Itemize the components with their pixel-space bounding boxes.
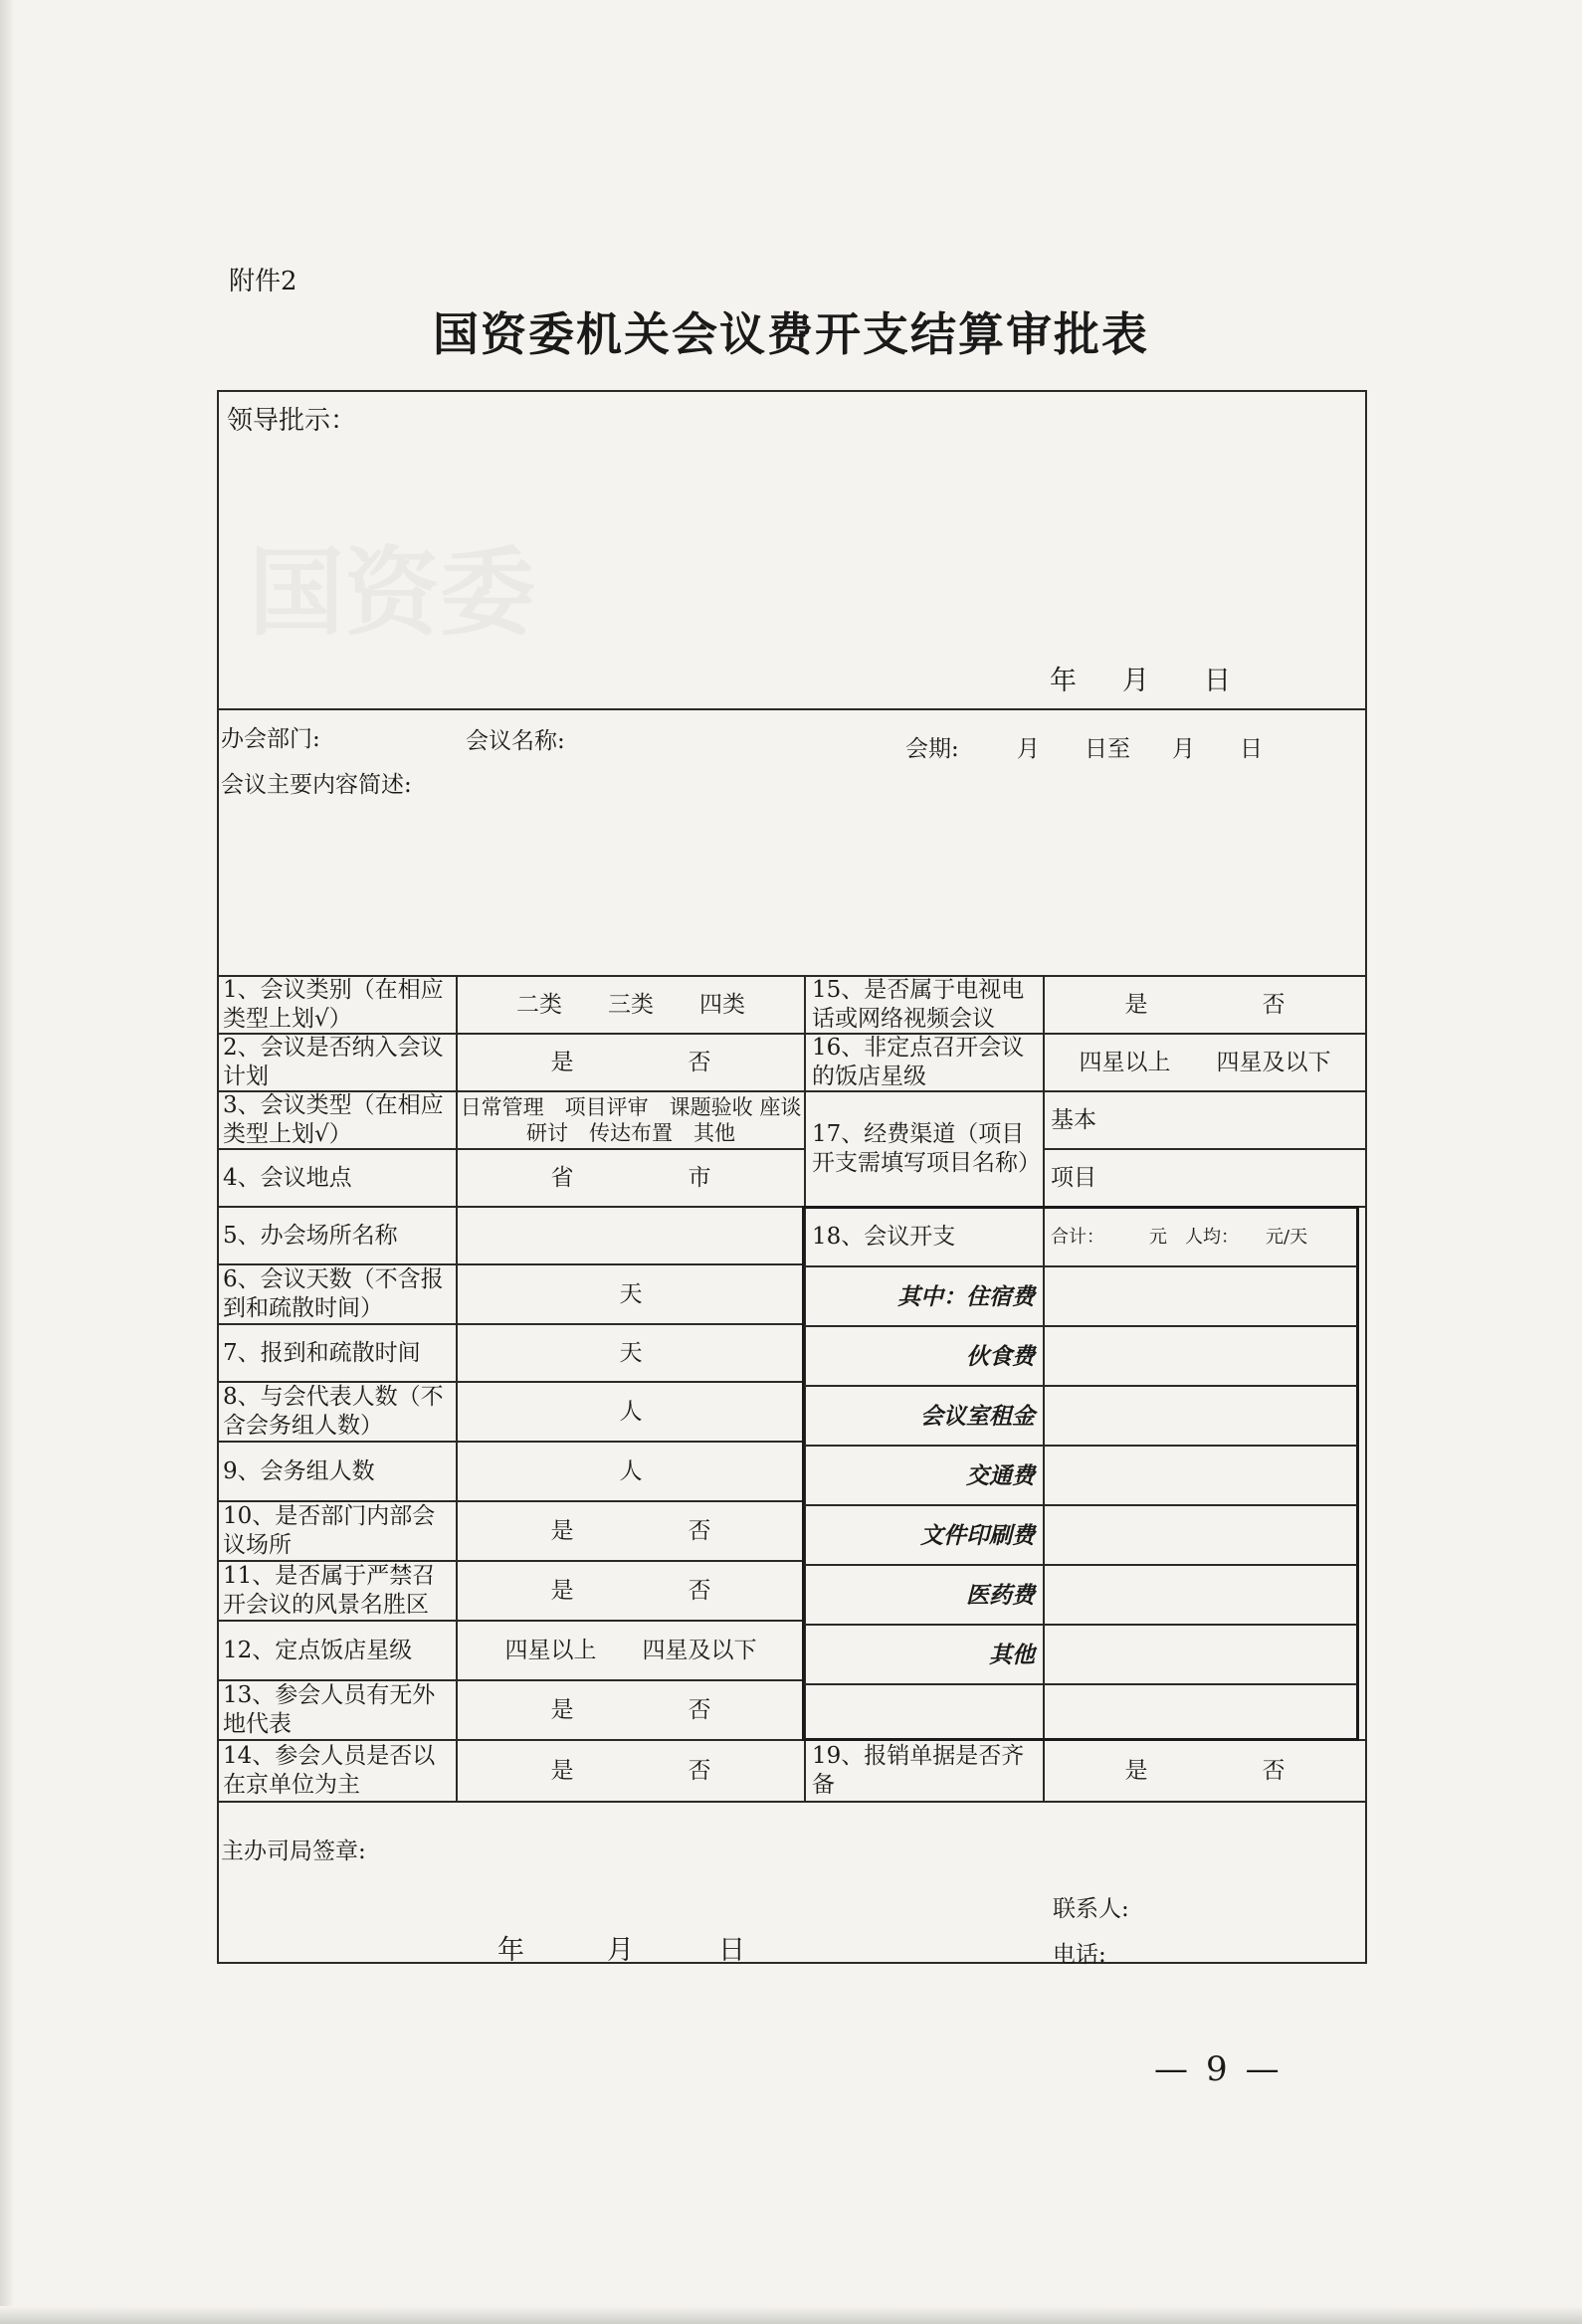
row-4-label: 4、会议地点 <box>223 1164 352 1191</box>
row-14-value: 是 否 <box>550 1757 711 1784</box>
meeting-period-label: 会期: <box>905 736 959 762</box>
expense-medical: 医药费 <box>966 1581 1035 1609</box>
expense-meals: 伙食费 <box>966 1342 1035 1370</box>
leader-approval-label: 领导批示： <box>227 406 357 436</box>
row-4-value: 省 市 <box>550 1164 711 1191</box>
row-13-value: 是 否 <box>550 1696 711 1723</box>
row-11-label: 11、是否属于严禁召开会议的风景名胜区 <box>223 1563 436 1618</box>
footer-date-month: 月 <box>607 1935 634 1966</box>
row-19-label: 19、报销单据是否齐备 <box>812 1743 1025 1798</box>
expense-room-rent: 会议室租金 <box>920 1402 1035 1430</box>
page-number: —9— <box>1154 2049 1297 2089</box>
divider-leader <box>217 708 1367 710</box>
period-month-2: 月 <box>1172 736 1195 762</box>
meeting-summary-label: 会议主要内容简述: <box>221 772 412 798</box>
period-day-1: 日至 <box>1085 736 1130 762</box>
expense-other: 其他 <box>989 1641 1035 1668</box>
row-18-label: 18、会议开支 <box>812 1223 956 1250</box>
leader-date-year: 年 <box>1050 666 1077 696</box>
row-12-value: 四星以上 四星及以下 <box>504 1637 757 1663</box>
row-3-label: 3、会议类型（在相应类型上划√） <box>223 1092 444 1147</box>
row-2-label: 2、会议是否纳入会议计划 <box>223 1035 444 1089</box>
row-16-label: 16、非定点召开会议的饭店星级 <box>812 1035 1025 1089</box>
row-1-label: 1、会议类别（在相应类型上划√） <box>223 977 444 1032</box>
row-15-value: 是 否 <box>1124 991 1285 1018</box>
expense-transport: 交通费 <box>966 1461 1035 1489</box>
row-14-label: 14、参会人员是否以在京单位为主 <box>223 1743 436 1798</box>
row-6-value: 天 <box>619 1280 643 1307</box>
row-11-value: 是 否 <box>550 1577 711 1604</box>
leader-date-month: 月 <box>1122 666 1149 696</box>
border-bottom <box>217 1962 1367 1964</box>
row-1-value: 二类 三类 四类 <box>516 991 745 1018</box>
meeting-name-label: 会议名称: <box>466 728 565 754</box>
row-2-value: 是 否 <box>550 1049 711 1075</box>
row-12-label: 12、定点饭店星级 <box>223 1637 413 1663</box>
row-18-total: 合计： 元 人均： 元/天 <box>1051 1226 1308 1248</box>
row-5-label: 5、办会场所名称 <box>223 1222 398 1249</box>
row-3-value: 日常管理 项目评审 课题验收 座谈研讨 传达布置 其他 <box>460 1095 802 1145</box>
border-top <box>217 390 1367 392</box>
attachment-label: 附件2 <box>229 267 297 296</box>
faint-watermark <box>249 517 535 654</box>
row-17-project: 项目 <box>1051 1164 1096 1191</box>
footer-date-year: 年 <box>497 1935 524 1966</box>
row-10-value: 是 否 <box>550 1517 711 1544</box>
period-month-1: 月 <box>1017 736 1040 762</box>
row-5-value <box>458 1208 804 1263</box>
row-10-label: 10、是否部门内部会议场所 <box>223 1503 436 1558</box>
row-7-label: 7、报到和疏散时间 <box>223 1339 421 1366</box>
row-8-label: 8、与会代表人数（不含会务组人数） <box>223 1384 444 1439</box>
row-13-label: 13、参会人员有无外地代表 <box>223 1682 436 1737</box>
row-16-value: 四星以上 四星及以下 <box>1079 1049 1331 1075</box>
row-9-value: 人 <box>619 1457 643 1484</box>
expense-printing: 文件印刷费 <box>920 1521 1035 1549</box>
row-8-value: 人 <box>619 1398 643 1425</box>
border-right <box>1365 390 1367 1964</box>
period-day-2: 日 <box>1240 736 1263 762</box>
organizer-dept-label: 办会部门: <box>221 726 320 752</box>
footer-date-day: 日 <box>718 1935 745 1966</box>
divider-footer <box>217 1801 1367 1803</box>
expense-lodging: 其中：住宿费 <box>897 1282 1035 1310</box>
row-7-value: 天 <box>619 1339 643 1366</box>
host-seal-label: 主办司局签章: <box>221 1839 366 1864</box>
row-17-label: 17、经费渠道（项目开支需填写项目名称） <box>812 1121 1041 1176</box>
row-19-value: 是 否 <box>1124 1757 1285 1784</box>
row-17-basic: 基本 <box>1051 1106 1096 1133</box>
row-15-label: 15、是否属于电视电话或网络视频会议 <box>812 977 1025 1032</box>
expense-blank <box>806 1685 1043 1739</box>
contact-label: 联系人: <box>1053 1896 1129 1922</box>
form-title: 国资委机关会议费开支结算审批表 <box>433 307 1149 361</box>
row-9-label: 9、会务组人数 <box>223 1457 375 1484</box>
scan-bottom-shadow <box>0 2306 1582 2324</box>
leader-date-day: 日 <box>1204 666 1231 696</box>
row-6-label: 6、会议天数（不含报到和疏散时间） <box>223 1266 444 1321</box>
phone-label: 电话: <box>1053 1942 1106 1968</box>
